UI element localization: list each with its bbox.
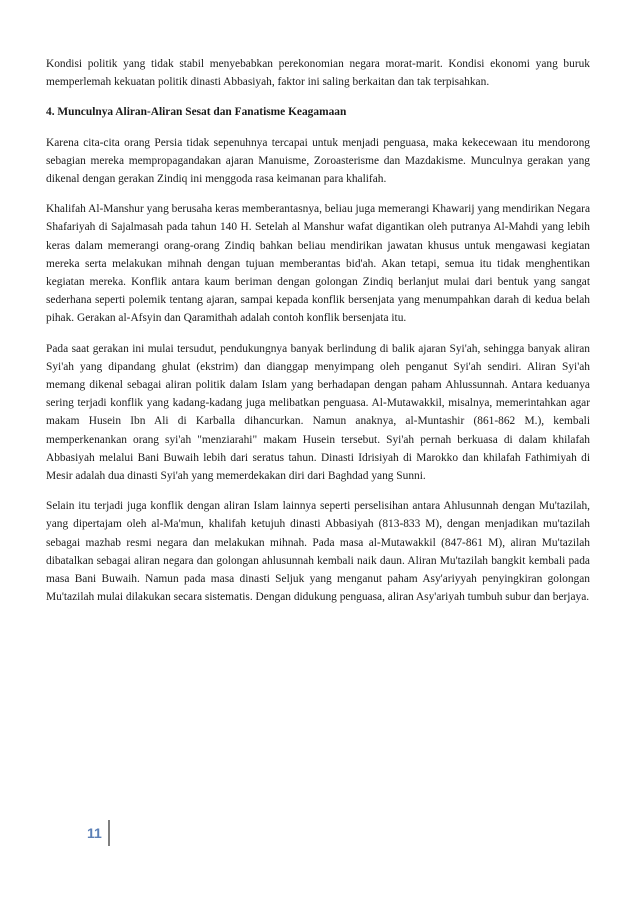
page-number: 11 <box>87 825 102 841</box>
document-body <box>46 55 590 618</box>
paragraph-2: Karena cita-cita orang Persia tidak sepenuhnya tercapai untuk menjadi penguasa, maka kekecewaan itu mendorong sebagian mereka mempropagandakan ajaran Manuisme, Zoroasterisme dan Mazdakisme. Munculnya gerakan yang dikenal dengan gerakan Zindiq ini menggoda rasa keimanan para khalifah. <box>46 136 590 186</box>
paragraph-4: Pada saat gerakan ini mulai tersudut, pendukungnya banyak berlindung di balik ajaran Syi'ah, sehingga banyak aliran Syi'ah yang dipandang ghulat (ekstrim) dan dianggap menyimpang oleh penganut Syi'ah sendiri. Aliran Syi'ah memang dikenal sebagai aliran politik dalam Islam yang berhadapan dengan paham Ahlussunnah. Antara keduanya sering terjadi konflik yang kadang-kadang juga melibatkan penguasa. Al-Mutawakkil, misalnya, memerintahkan agar makam Husein Ibn Ali di Karballa dihancurkan. Namun anaknya, al-Muntashir (861-862 M.), kembali memperkenankan orang syi'ah "menziarahi" makam Husein tersebut. Syi'ah pernah berkuasa di dalam khilafah Abbasiyah melalui Bani Buwaih lebih dari seratus tahun. Dinasti Idrisiyah di Marokko dan khilafah Fathimiyah di Mesir adalah dua dinasti Syi'ah yang memerdekakan diri dari Baghdad yang Sunni. <box>46 342 590 483</box>
page-footer <box>46 820 146 846</box>
paragraph-5: Selain itu terjadi juga konflik dengan aliran Islam lainnya seperti perselisihan antara Ahlusunnah dengan Mu'tazilah, yang dipertajam oleh al-Ma'mun, khalifah ketujuh dinasti Abbasiyah (813-833 M), dengan menjadikan mu'tazilah sebagai mazhab resmi negara dan melakukan mihnah. Pada masa al-Mutawakkil (847-861 M), aliran Mu'tazilah dibatalkan sebagai aliran negara dan golongan ahlusunnah kembali naik daun. Aliran Mu'tazilah bangkit kembali pada masa Bani Buwaih. Namun pada masa dinasti Seljuk yang menganut paham Asy'ariyyah penyingkiran golongan Mu'tazilah mulai dilakukan secara sistematis. Dengan didukung penguasa, aliran Asy'ariyah tumbuh subur dan berjaya. <box>46 500 590 604</box>
paragraph-1: Kondisi politik yang tidak stabil menyebabkan perekonomian negara morat-marit. Kondisi ekonomi yang buruk memperlemah kekuatan politik dinasti Abbasiyah, faktor ini saling berkaitan dan tak terpisahkan. <box>46 58 590 89</box>
section-heading: 4. Munculnya Aliran-Aliran Sesat dan Fanatisme Keagamaan <box>46 106 347 119</box>
footer-divider <box>108 820 110 846</box>
paragraph-3: Khalifah Al-Manshur yang berusaha keras memberantasnya, beliau juga memerangi Khawarij yang mendirikan Negara Shafariyah di Sajalmasah pada tahun 140 H. Setelah al Manshur wafat digantikan oleh putranya Al-Mahdi yang lebih keras dalam memerangi orang-orang Zindiq bahkan beliau mendirikan jawatan khusus untuk mengawasi kegiatan mereka serta melakukan mihnah dengan tujuan memberantas bid'ah. Akan tetapi, semua itu tidak menghentikan kegiatan mereka. Konflik antara kaum beriman dengan golongan Zindiq berlanjut mulai dari bentuk yang sangat sederhana seperti polemik tentang ajaran, sampai kepada konflik bersenjata yang menumpahkan darah di kedua belah pihak. Gerakan al-Afsyin dan Qaramithah adalah contoh konflik bersenjata itu. <box>46 203 590 325</box>
